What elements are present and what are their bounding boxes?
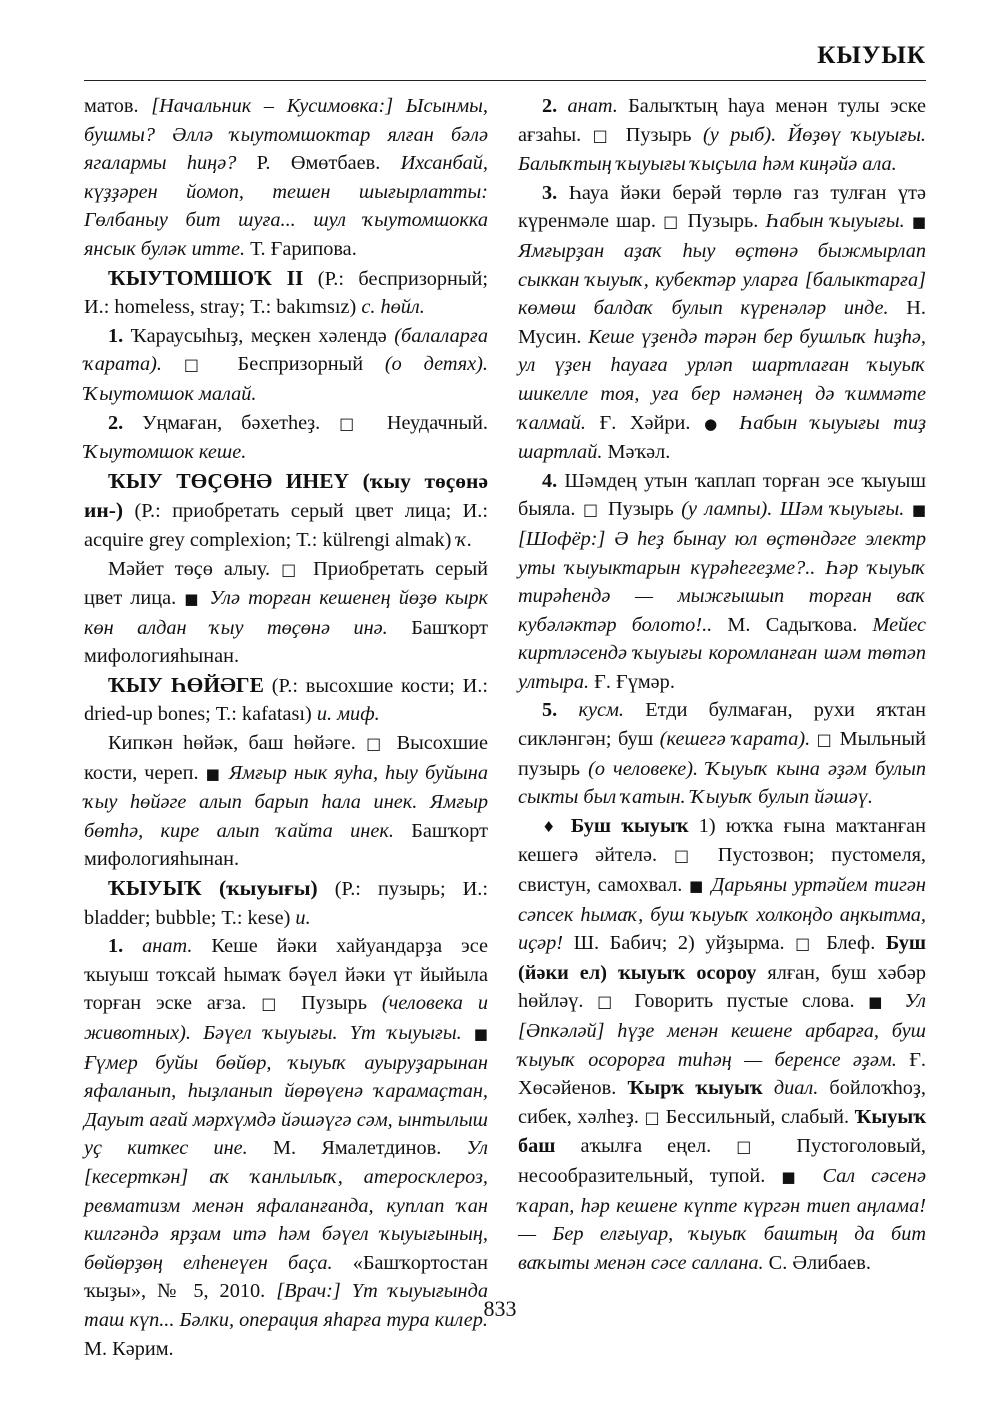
headword-kyuyk: ҠЫУЫҠ (ҡыуығы) (Р.: пузырь; И.: bladder; bubble; Т.: kese) и. [84, 876, 488, 929]
definition: Мәйет төҫө алыу. □ Приобретать серый цвет лица. ■ Улә торған кешенең йөҙө кырк көн алдан ҡыу төҫөнә инә. Башҡорт мифологияһынан. [84, 557, 488, 668]
open-square-icon: □ [736, 1137, 772, 1157]
open-square-icon: □ [281, 559, 303, 579]
sense-3: 3. Һауа йәки берәй төрлө газ тулған үтә күренмәле шар. □ Пузырь. Һабын ҡыуығы. ■ Ямғырҙан аҙаҡ һыу өҫтөнә быжмырлап сыккан ҡыуыҡ, кубектәр уларға [балыктарға] көмөш балдаҡ булып күренәләр инде. Н. Мусин. Кеше үҙендә тәрән бер бушлыҡ һиҙһә, ул үҙен һауаға урләп шартлаған ҡыуыҡ шикелле тоя, уға бер нәмәнең дә ҡиммәте ҡалмай. Ғ. Хәйри. ● Һабын ҡыуығы тиҙ шартлай. Мәҡәл. [518, 181, 926, 464]
open-square-icon: □ [816, 730, 834, 750]
sense-2: 2. анат. Балыҡтың һауа менән тулы эске ағзаһы. □ Пузырь (у рыб). Йөҙөү ҡыуығы. Балыҡтың ҡыуығы ҡыҫыла һәм киңәйә ала. [518, 95, 927, 176]
headword-kyu-tosone: ҠЫУ ТӨҪӨНӘ ИНЕҮ (ҡыу төҫөнә ин-) (Р.: приобретать серый цвет лица; И.: acquire grey complexion; Т.: külrengi almak) ҡ. [84, 468, 488, 551]
left-column [84, 92, 488, 1363]
open-square-icon: □ [644, 1107, 661, 1127]
diamond-icon: ♦ [542, 817, 561, 836]
open-square-icon: □ [795, 934, 816, 954]
sense-1: 1. Ҡараусыһыҙ, меҫкен хәлендә (балаларға ҡарата). □ Беспризорный (о детях). Ҡыутомшок малай. [84, 324, 489, 405]
headword: ҠЫУ ҺӨЙӘГЕ [108, 672, 264, 697]
headword: ҠЫУ ТӨҪӨНӘ ИНЕҮ (ҡыу төҫөнә ин-) [84, 468, 488, 523]
right-column [518, 92, 926, 1277]
running-head: КЫУЫК [817, 42, 926, 69]
open-square-icon: □ [663, 212, 681, 232]
header-rule [84, 80, 926, 81]
black-square-icon: ■ [184, 590, 202, 609]
headword: ҠЫУЫҠ (ҡыуығы) [108, 876, 318, 901]
open-square-icon: □ [366, 734, 387, 754]
sense-2: 2. Уңмаған, бәхетһеҙ. □ Неудачный. Ҡыутомшок кеше. [84, 411, 488, 464]
black-square-icon: ■ [911, 501, 926, 520]
sense-4: 4. Шәмдең утын ҡаплап торған эсе ҡыуыш быяла. □ Пузырь (у лампы). Шәм ҡыуығы. ■ [Шофёр:] Ә һеҙ бынау юл өҫтөндәге электр уты ҡыуыктарын күрәһегеҙме?.. Һәр ҡыуыҡ тирәһендә — мыжғышып торған ваҡ кубәләктәр болото!.. М. Садыҡова. Мейес киртләсендә ҡыуығы коромланған шәм төтәп ултыра. Ғ. Ғүмәр. [518, 469, 926, 693]
black-square-icon: ■ [205, 764, 222, 783]
open-square-icon: □ [183, 355, 216, 375]
open-square-icon: □ [339, 413, 368, 433]
black-square-icon: ■ [688, 877, 705, 896]
black-square-icon: ■ [473, 1025, 488, 1043]
open-square-icon: □ [673, 846, 701, 866]
open-square-icon: □ [597, 992, 621, 1012]
open-square-icon: □ [261, 994, 287, 1014]
page-number: 833 [483, 1296, 517, 1321]
sense-5: 5. кусм. Етди булмаған, рухи яҡтан сикләнгән; буш (кешегә ҡарата). □ Мыльный пузырь (о человеке). Ҡыуыҡ кына әҙәм булып сыкты был ҡатын. Ҡыуыҡ булып йәшәү. [518, 699, 926, 809]
headword-kyu-hoyage: ҠЫУ ҺӨЙӘГЕ (Р.: высохшие кости; И.: dried-up bones; Т.: kafatası) и. миф. [84, 672, 488, 726]
headword: ҠЫУТОМШОҠ II [108, 265, 304, 290]
black-square-icon: ■ [911, 213, 926, 232]
bullet-icon: ● [704, 414, 726, 433]
open-square-icon: □ [582, 500, 601, 520]
entry-continuation: матов. [Начальник – Кусимовка:] Ысынмы, бушмы? Әллә ҡыутомшоктар ялған бәлә ягалармы һиңә? Р. Өмөтбаев. Ихсанбай, күҙҙәрен йомоп, тешен шығырлатты: Гөлбаныу бит шуға... шул ҡыутомшокка янсык буләк итте. Т. Ғарипова. [84, 95, 488, 260]
headword-kyutomshok: ҠЫУТОМШОҠ II (Р.: беспризорный; И.: homeless, stray; Т.: bakımsız) с. һөйл. [84, 265, 488, 319]
open-square-icon: □ [592, 125, 615, 145]
phraseology: ♦ Буш ҡыуыҡ 1) юҡҡа ғына маҡтанған кешегә әйтелә. □ Пустозвон; пустомеля, свистун, самохвал. ■ Дарьяны уртәйем тигән сәпсек һымаҡ, буш ҡыуыҡ холкоңдо аңкытма, иҫәр! Ш. Бабич; 2) уйҙырма. □ Блеф. Буш (йәки ел) ҡыуыҡ осороу ялған, буш хәбәр һөйләү. □ Говорить пустые слова. ■ Ул [Әпкәләй] һүҙе менән кешене арбарға, буш ҡыуыҡ осорорға тиһәң — беренсе әҙәм. Ғ. Хөсәйенов. Ҡырҡ ҡыуыҡ диал. бойлоҡһоҙ, сибек, хәлһеҙ. □ Бессильный, слабый. Ҡыуыҡ баш аҡылға еңел. □ Пустоголовый, несообразительный, тупой. ■ Сал сәсенә ҡарап, һәр кешене күпте күргән тиеп аңлама! — Бер елғыуар, ҡыуыҡ баштың да бит ваҡыты менән сәсе саллана. С. Әлибаев. [518, 814, 927, 1274]
black-square-icon: ■ [781, 1167, 807, 1186]
black-square-icon: ■ [868, 993, 891, 1012]
sense-1: 1. анат. Кеше йәки хайуандарҙа эсе ҡыуыш тоҡсай һымаҡ бәүел йәки үт йыйыла торған эске ағза. □ Пузырь (человека и животных). Бәүел ҡыуығы. Үт ҡыуығы. ■ Ғүмер буйы бөйөр, ҡыуыҡ ауыруҙарынан яфаланып, һыҙланып йөрөүенә ҡарамаҫтан, Дауыт ағай мәрхүмдә йәшәүгә сәм, ынтылыш уҫ киткес ине. М. Ямалетдинов. Ул [кесерткән] аҡ ҡанлылыҡ, атеросклероз, ревматизм менән яфаланғанда, куплап ҡан килгәндә ярҙам итә һәм бәүел ҡыуығының, бөйөрҙөң елһенеүен баҫа. «Башҡортостан ҡыҙы», № 5, 2010. [Врач:] Үт ҡыуығында таш күп... Бәлки, операция яһарға тура килер. М. Кәрим. [84, 935, 489, 1360]
definition: Кипкән һөйәк, баш һөйәге. □ Высохшие кости, череп. ■ Ямғыр нык яуһа, һыу буйына ҡыу һөйәге алып барып һала инек. Ямғыр бөтһә, кире алып ҡайта инек. Башҡорт мифологияһынан. [84, 732, 489, 871]
